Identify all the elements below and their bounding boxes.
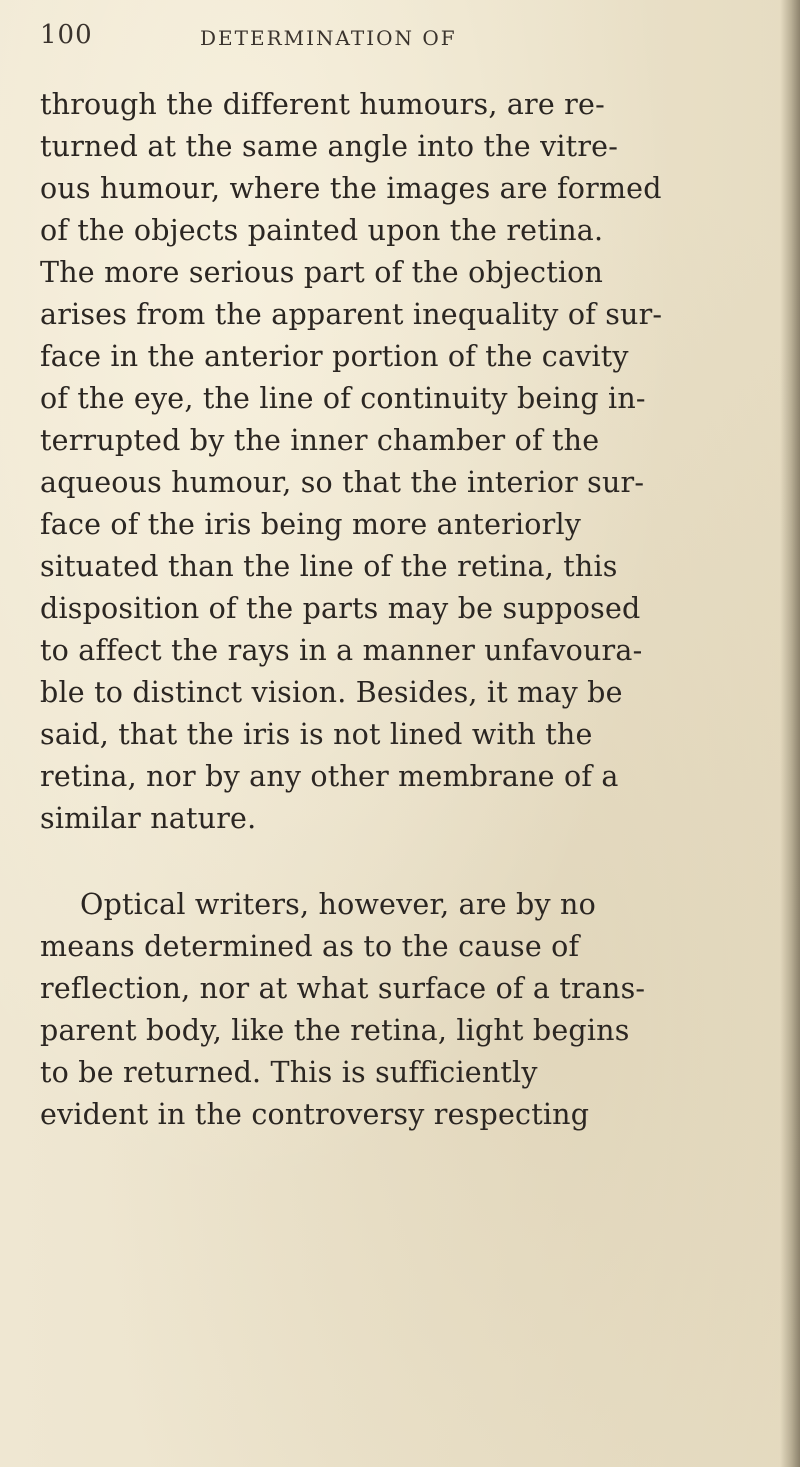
text-line: reflection, nor at what surface of a trans- xyxy=(40,972,646,1005)
page-number: 100 xyxy=(40,20,93,50)
text-line: The more serious part of the objection xyxy=(40,256,604,289)
text-line: similar nature. xyxy=(40,802,257,835)
text-line: retina, nor by any other membrane of a xyxy=(40,760,619,793)
text-line: of the eye, the line of continuity being in- xyxy=(40,382,646,415)
text-line: ble to distinct vision. Besides, it may be xyxy=(40,676,623,709)
text-line: to be returned. This is sufficiently xyxy=(40,1056,538,1089)
text-line: face of the iris being more anteriorly xyxy=(40,508,582,541)
text-line: arises from the apparent inequality of sur- xyxy=(40,298,663,331)
text-line: disposition of the parts may be supposed xyxy=(40,592,641,625)
text-line: parent body, like the retina, light begins xyxy=(40,1014,630,1047)
body-text xyxy=(40,85,740,1385)
text-line: aqueous humour, so that the interior sur- xyxy=(40,466,645,499)
running-title: DETERMINATION OF xyxy=(200,26,457,50)
text-line: means determined as to the cause of xyxy=(40,930,580,963)
page-gutter-shadow xyxy=(780,0,800,1467)
text-line: turned at the same angle into the vitre- xyxy=(40,130,619,163)
text-line: Optical writers, however, are by no xyxy=(80,888,596,921)
text-line: said, that the iris is not lined with the xyxy=(40,718,593,751)
text-line: to affect the rays in a manner unfavoura- xyxy=(40,634,643,667)
text-line: through the different humours, are re- xyxy=(40,88,605,121)
text-line: terrupted by the inner chamber of the xyxy=(40,424,600,457)
text-line: evident in the controversy respecting xyxy=(40,1098,590,1131)
text-line: face in the anterior portion of the cavity xyxy=(40,340,629,373)
running-head xyxy=(40,20,640,70)
text-line: of the objects painted upon the retina. xyxy=(40,214,604,247)
text-line: situated than the line of the retina, this xyxy=(40,550,618,583)
text-line: ous humour, where the images are formed xyxy=(40,172,662,205)
